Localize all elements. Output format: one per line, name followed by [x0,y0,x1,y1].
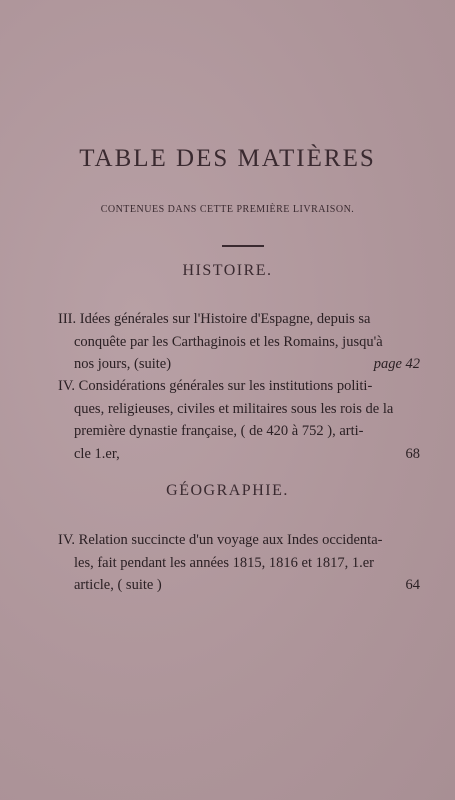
entry-line: ques, religieuses, civiles et militaires sous les rois de la [74,400,394,417]
page-number: page 42 [373,356,420,372]
entry-line [74,353,420,376]
entry-line-text: nos jours, (suite) [74,356,172,372]
toc-entry [58,529,420,597]
entry-line: conquête par les Carthaginois et les Romains, jusqu'à [74,333,383,350]
page-number: 68 [405,445,420,462]
section-heading-geographie: GÉOGRAPHIE. [166,482,289,499]
entry-line: IV. Relation succincte d'un voyage aux Indes occidenta- [58,532,383,548]
entry-line [74,443,420,466]
entry-line [74,574,420,597]
entry-line: première dynastie française, ( de 420 à 752 ), arti- [74,423,364,439]
page-title: TABLE DES MATIÈRES [79,145,376,172]
toc-entry [58,375,420,465]
entry-line: IV. Considérations générales sur les institutions politi- [58,378,373,394]
entry-line: III. Idées générales sur l'Histoire d'Espagne, depuis sa [58,311,371,327]
page-number: 64 [405,577,420,593]
entry-line: les, fait pendant les années 1815, 1816 et 1817, 1.er [74,554,374,571]
section-heading-histoire: HISTOIRE. [182,262,273,279]
divider-rule [222,245,264,247]
entry-line-text: article, ( suite ) [74,577,162,593]
entry-line-text: cle 1.er, [74,445,120,462]
toc-entry [58,308,420,376]
page-subtitle: CONTENUES DANS CETTE PREMIÈRE LIVRAISON. [100,204,355,215]
